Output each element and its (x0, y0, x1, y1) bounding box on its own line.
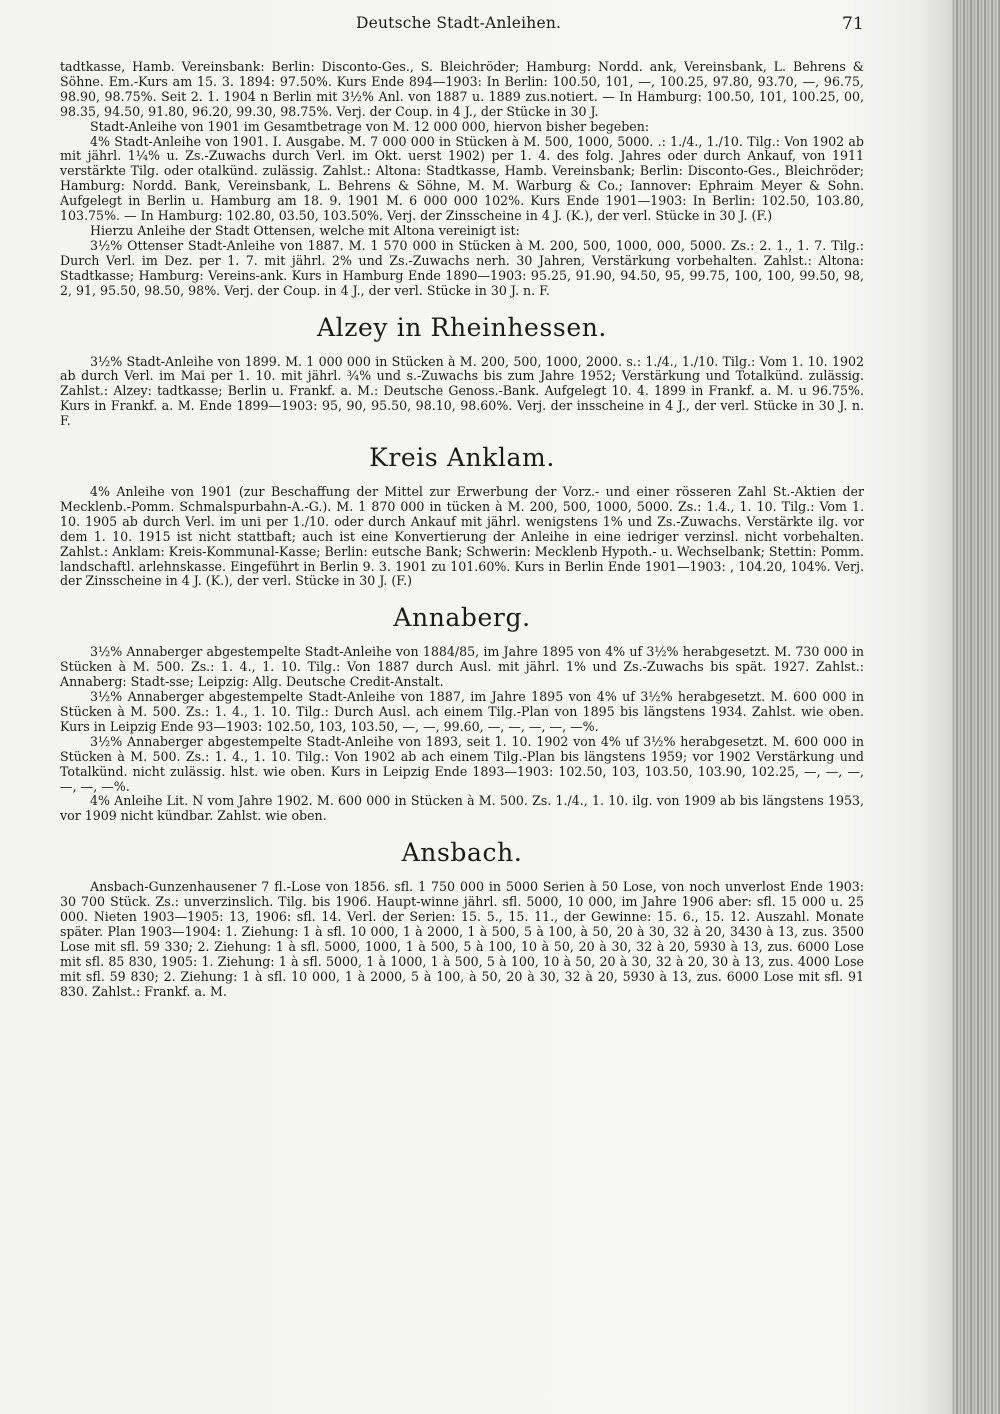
paragraph: Hierzu Anleihe der Stadt Ottensen, welche mit Altona vereinigt ist: (90, 222, 520, 238)
paragraph: Ansbach-Gunzenhausener 7 fl.-Lose von 1856. sfl. 1 750 000 in 5000 Serien à 50 Lose, von noch unverlost Ende 1903: 30 700 Stück. Zs.: unverzinslich. Tilg. bis 1906. Haupt-winne jährl. sfl. 5000, 10 000, im Jahre 1906 aber: sfl. 15 000 u. 25 000. Nieten 1903—1905: 13, 1906: sfl. 14. Verl. der Serien: 15. 5., 15. 11., der Gewinne: 15. 6., 15. 12. Auszahl. Monate später. Plan 1903—1904: 1. Ziehung: 1 à sfl. 10 000, 1 à 2000, 1 à 500, 5 à 100, à 50, 20 à 30, 32 à 20, 3430 à 13, zus. 3500 Lose mit sfl. 59 330; 2. Ziehung: 1 à sfl. 5000, 1000, 1 à 500, 5 à 100, 10 à 50, 20 à 30, 32 à 20, 5930 à 13, zus. 6000 Lose mit sfl. 85 830, 1905: 1. Ziehung: 1 à sfl. 5000, 1 à 1000, 1 à 500, 5 à 100, 10 à 50, 20 à 30, 32 à 20, 30 à 13, zus. 4000 Lose mit sfl. 59 830; 2. Ziehung: 1 à sfl. 10 000, 1 à 2000, 5 à 100, à 50, 20 à 30, 32 à 20, 5930 à 13, zus. 6000 Lose mit sfl. 91 830. Zahlst.: Frankf. a. M. (60, 879, 864, 999)
section-kreis-anklam (60, 443, 864, 589)
section-title: Kreis Anklam. (369, 443, 555, 473)
section-alzey (60, 313, 864, 430)
section-continuation (60, 60, 864, 299)
section-title: Alzey in Rheinhessen. (317, 312, 607, 342)
section-annaberg (60, 603, 864, 824)
paragraph: 3½% Annaberger abgestempelte Stadt-Anleihe von 1884/85, im Jahre 1895 von 4% uf 3½% herabgesetzt. M. 730 000 in Stücken à M. 500. Zs.: 1. 4., 1. 10. Tilg.: Von 1887 durch Ausl. mit jährl. 1% und Zs.-Zuwachs bis spät. 1927. Zahlst.: Annaberg: Stadt-sse; Leipzig: Allg. Deutsche Credit-Anstalt. (60, 644, 864, 690)
paragraph: 3½% Annaberger abgestempelte Stadt-Anleihe von 1887, im Jahre 1895 von 4% uf 3½% herabgesetzt. M. 600 000 in Stücken à M. 500. Zs.: 1. 4., 1. 10. Tilg.: Durch Ausl. ach einem Tilg.-Plan von 1895 bis längstens 1934. Zahlst. wie oben. Kurs in Leipzig Ende 93—1903: 102.50, 103, 103.50, —, —, 99.60, —, —, —, —, —%. (60, 689, 864, 734)
section-title: Annaberg. (393, 603, 531, 633)
page-number: 71 (842, 14, 864, 34)
paragraph: 4% Anleihe von 1901 (zur Beschaffung der Mittel zur Erwerbung der Vorz.- und einer rösseren Zahl St.-Aktien der Mecklenb.-Pomm. Schmalspurbahn-A.-G.). M. 1 870 000 in tücken à M. 200, 500, 1000, 5000. Zs.: 1.4., 1. 10. Tilg.: Vom 1. 10. 1905 ab durch Verl. im uni per 1./10. oder durch Ankauf mit jährl. wenigstens 1% und Zs.-Zuwachs. Verstärkte ilg. vor dem 1. 10. 1915 ist nicht stattbaft; auch ist eine Konvertierung der Anleihe in eine iedriger verzinsl. nicht vorbehalten. Zahlst.: Anklam: Kreis-Kommunal-Kasse; Berlin: eutsche Bank; Schwerin: Mecklenb Hypoth.- u. Wechselbank; Stettin: Pomm. landschaftl. arlehnskasse. Eingeführt in Berlin 9. 3. 1901 zu 101.60%. Kurs in Berlin Ende 1901—1903: , 104.20, 104%. Verj. der Zinsscheine in 4 J. (K.), der verl. Stücke in 30 J. (F.) (60, 484, 864, 589)
paragraph: 4% Stadt-Anleihe von 1901. I. Ausgabe. M. 7 000 000 in Stücken à M. 500, 1000, 5000. .: 1./4., 1./10. Tilg.: Von 1902 ab mit jährl. 1¼% u. Zs.-Zuwachs durch Verl. im Okt. uerst 1902) per 1. 4. des folg. Jahres oder durch Ankauf, von 1911 verstärkte Tilg. oder otalkünd. zulässig. Zahlst.: Altona: Stadtkasse, Hamb. Vereinsbank; Berlin: Disconto-Ges., Bleichröder; Hamburg: Nordd. Bank, Vereinsbank, L. Behrens & Söhne, M. M. Warburg & Co.; Iannover: Ephraim Meyer & Sohn. Aufgelegt in Berlin u. Hamburg am 18. 9. 1901 M. 6 000 000 102%. Kurs Ende 1901—1903: In Berlin: 102.50, 103.80, 103.75%. — In Hamburg: 102.80, 03.50, 103.50%. Verj. der Zinsscheine in 4 J. (K.), der verl. Stücke in 30 J. (F.) (60, 133, 864, 224)
page-body (60, 60, 864, 1000)
running-head: Deutsche Stadt-Anleihen. (356, 14, 562, 32)
paragraph: Stadt-Anleihe von 1901 im Gesamtbetrage von M. 12 000 000, hiervon bisher begeben: (90, 118, 650, 134)
paragraph: 3½% Stadt-Anleihe von 1899. M. 1 000 000 in Stücken à M. 200, 500, 1000, 2000. s.: 1./4., 1./10. Tilg.: Vom 1. 10. 1902 ab durch Verl. im Mai per 1. 10. mit jährl. ¾% und s.-Zuwachs bis zum Jahre 1952; Verstärkung und Totalkünd. zulässig. Zahlst.: Alzey: tadtkasse; Berlin u. Frankf. a. M.: Deutsche Genoss.-Bank. Aufgelegt 10. 4. 1899 in Frankf. a. M. u 96.75%. Kurs in Frankf. a. M. Ende 1899—1903: 95, 90, 95.50, 98.10, 98.60%. Verj. der insscheine in 4 J., der verl. Stücke in 30 J. n. F. (60, 353, 864, 429)
paragraph: 4% Anleihe Lit. N vom Jahre 1902. M. 600 000 in Stücken à M. 500. Zs. 1./4., 1. 10. ilg. von 1909 ab bis längstens 1953, vor 1909 nicht kündbar. Zahlst. wie oben. (60, 793, 864, 824)
section-ansbach (60, 838, 864, 999)
paragraph: 3½% Ottenser Stadt-Anleihe von 1887. M. 1 570 000 in Stücken à M. 200, 500, 1000, 000, 5000. Zs.: 2. 1., 1. 7. Tilg.: Durch Verl. im Dez. per 1. 7. mit jährl. 2% und Zs.-Zuwachs nerh. 30 Jahren, Verstärkung vorbehalten. Zahlst.: Altona: Stadtkasse; Hamburg: Vereins-ank. Kurs in Hamburg Ende 1890—1903: 95.25, 91.90, 94.50, 95, 99.75, 100, 100, 99.50, 98, 2, 91, 95.50, 98.50, 98%. Verj. der Coup. in 4 J., der verl. Stücke in 30 J. n. F. (60, 237, 864, 298)
paragraph: 3½% Annaberger abgestempelte Stadt-Anleihe von 1893, seit 1. 10. 1902 von 4% uf 3½% herabgesetzt. M. 600 000 in Stücken à M. 500. Zs.: 1. 4., 1. 10. Tilg.: Von 1902 ab ach einem Tilg.-Plan bis längstens 1959; vor 1902 Verstärkung und Totalkünd. nicht zulässig. hlst. wie oben. Kurs in Leipzig Ende 1893—1903: 102.50, 103, 103.50, 103.90, 102.25, —, —, —, —, —, —%. (60, 733, 864, 794)
page-header (0, 14, 952, 44)
book-binding-edge (952, 0, 1000, 1414)
paragraph: tadtkasse, Hamb. Vereinsbank: Berlin: Disconto-Ges., S. Bleichröder; Hamburg: Nordd. ank, Vereinsbank, L. Behrens & Söhne. Em.-Kurs am 15. 3. 1894: 97.50%. Kurs Ende 894—1903: In Berlin: 100.50, 101, —, 100.25, 97.80, 93.70, —, 96.75, 98.90, 98.75%. Seit 2. 1. 1904 n Berlin mit 3½% Anl. von 1887 u. 1889 zus.notiert. — In Hamburg: 100.50, 101, 100.25, 00, 98.35, 94.50, 91.80, 96.20, 99.30, 98.75%. Verj. der Coup. in 4 J., der Stücke in 30 J. (60, 59, 864, 119)
section-title: Ansbach. (401, 838, 523, 868)
